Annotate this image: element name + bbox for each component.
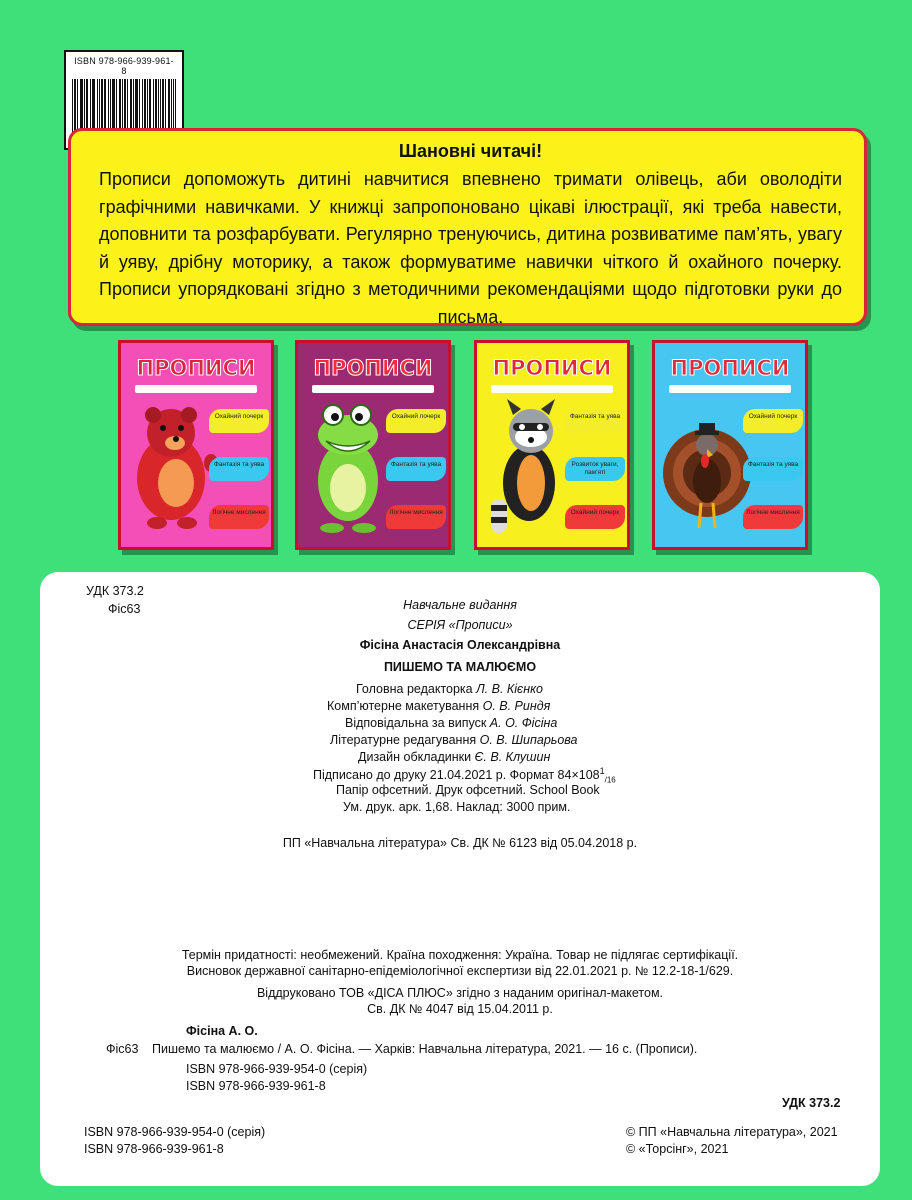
cover-tag: Фантазія та уява — [565, 409, 625, 433]
cover-title-underline — [312, 385, 434, 393]
credit-line — [345, 716, 557, 730]
cover-tag: Фантазія та уява — [386, 457, 446, 481]
cover-tag: Розвиток уваги, пам'яті — [565, 457, 625, 481]
credit-name: О. В. Риндя — [482, 699, 551, 713]
series-covers — [0, 340, 912, 552]
credit-role: Головна редакторка — [356, 682, 477, 696]
barcode-isbn: ISBN 978-966-939-961-8 — [74, 56, 174, 76]
bib-code: Фіс63 — [106, 1042, 139, 1056]
credit-line — [356, 682, 543, 696]
cover-title-underline — [135, 385, 257, 393]
cover-tag: Охайний почерк — [565, 505, 625, 529]
imprint-panel — [40, 572, 880, 1186]
cover-title-underline — [491, 385, 613, 393]
edition-type: Навчальне видання — [403, 598, 517, 612]
printed-by: Віддруковано ТОВ «ДІСА ПЛЮС» згідно з наданим оригінал-макетом. — [256, 986, 664, 1000]
credit-name: А. О. Фісіна — [489, 716, 558, 730]
print-line-2: Папір офсетний. Друк офсетний. School Book — [336, 783, 600, 797]
code-top: Фіс63 — [108, 602, 141, 616]
udk-bottom: УДК 373.2 — [782, 1096, 841, 1110]
cover-tag: Фантазія та уява — [743, 457, 803, 481]
cover-turkey — [652, 340, 808, 550]
udk-top: УДК 373.2 — [86, 584, 144, 598]
print-line-3: Ум. друк. арк. 1,68. Наклад: 3000 прим. — [343, 800, 571, 814]
cover-title-text: ПРОПИСИ — [492, 356, 612, 380]
printer-certificate: Св. ДК № 4047 від 15.04.2011 р. — [367, 1002, 553, 1016]
notice-body: Прописи допоможуть дитині навчитися впевнено тримати олівець, аби оволодіти графічними навичками. У книжці запропоновано цікаві ілюстрації, які треба навести, доповнити та розфарбувати. Регулярно тренуючись, дитина розвиватиме пам’ять, увагу й уяву, дрібну моторику, а також формуватиме навички чіткого й охайного почерку. Прописи упорядковані згідно з методичними рекомендаціями щодо підготовки руки до письма. — [99, 169, 842, 327]
cover-title-text: ПРОПИСИ — [313, 356, 433, 380]
cover-tag: Логічне мислення — [209, 505, 269, 529]
credit-role: Літературне редагування — [330, 733, 480, 747]
credit-name: Є. В. Клушин — [474, 750, 551, 764]
notice-title: Шановні читачі! — [398, 141, 543, 161]
shelf-life: Термін придатності: необмежений. Країна походження: Україна. Товар не підлягає сертифікації. — [181, 948, 739, 962]
cover-title-text: ПРОПИСИ — [136, 356, 256, 380]
copyright-torsing: © «Торсінг», 2021 — [626, 1142, 729, 1156]
credit-role: Відповідальна за випуск — [345, 716, 490, 730]
cover-tag: Логічне мислення — [386, 505, 446, 529]
credit-name: О. В. Шипарьова — [479, 733, 578, 747]
credit-name: Л. В. Кієнко — [476, 682, 543, 696]
credit-line — [358, 750, 550, 764]
footer-isbn: ISBN 978-966-939-961-8 — [84, 1142, 224, 1156]
copyright-publisher: © ПП «Навчальна література», 2021 — [626, 1125, 838, 1139]
cover-tag: Охайний почерк — [743, 409, 803, 433]
print-line-1: Підписано до друку 21.04.2021 р. Формат $84\times 108^1_{/16}$ — [313, 766, 616, 785]
cover-tag: Фантазія та уява — [209, 457, 269, 481]
cover-title — [485, 351, 619, 397]
credit-line — [327, 699, 550, 713]
bib-author: Фісіна А. О. — [186, 1024, 258, 1038]
book-title: ПИШЕМО ТА МАЛЮЄМО — [383, 660, 537, 674]
cover-title — [129, 351, 263, 397]
cover-tag: Охайний почерк — [386, 409, 446, 433]
series-name: СЕРІЯ «Прописи» — [407, 618, 513, 632]
reader-notice — [68, 128, 867, 326]
cover-title — [663, 351, 797, 397]
credit-line — [330, 733, 578, 747]
cover-frog — [295, 340, 451, 550]
cover-title-text: ПРОПИСИ — [670, 356, 790, 380]
publisher-certificate: ПП «Навчальна література» Св. ДК № 6123 від 05.04.2018 р. — [282, 836, 638, 850]
sanitary-conclusion: Висновок державної санітарно-епідеміологічної експертизи від 22.01.2021 р. № 12.2-18-1/629. — [186, 964, 734, 978]
bib-entry: Пишемо та малюємо / А. О. Фісіна. — Харків: Навчальна література, 2021. — 16 с. (Прописи). — [152, 1042, 698, 1056]
cover-tag: Охайний почерк — [209, 409, 269, 433]
credit-role: Дизайн обкладинки — [358, 750, 475, 764]
cover-tag: Логічне мислення — [743, 505, 803, 529]
bib-isbn-series: ISBN 978-966-939-954-0 (серія) — [186, 1062, 368, 1076]
cover-title-underline — [669, 385, 791, 393]
credit-role: Комп’ютерне макетування — [327, 699, 483, 713]
cover-bear — [118, 340, 274, 550]
author-name: Фісіна Анастасія Олександрівна — [359, 638, 561, 652]
bib-isbn: ISBN 978-966-939-961-8 — [186, 1079, 326, 1093]
cover-title — [306, 351, 440, 397]
footer-isbn-series: ISBN 978-966-939-954-0 (серія) — [84, 1125, 266, 1139]
cover-raccoon — [474, 340, 630, 550]
